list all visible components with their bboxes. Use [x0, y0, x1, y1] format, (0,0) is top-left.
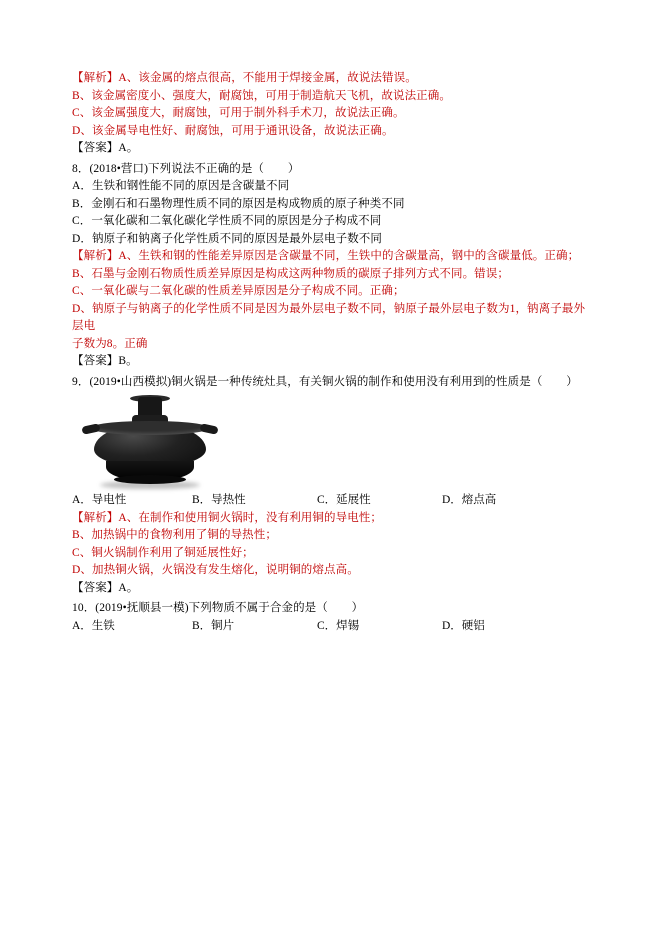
analysis-line: 【解析】A、在制作和使用铜火锅时，没有利用铜的导电性； — [72, 511, 383, 524]
options-row-9 — [72, 492, 592, 510]
option-10-b: B．铜片 — [192, 619, 235, 632]
pot-foot — [114, 475, 186, 484]
copper-hotpot-photo — [80, 395, 220, 490]
analysis-line: C、一氧化碳与二氧化碳的性质差异原因是分子构成不同。正确； — [72, 285, 405, 297]
question-block-8 — [72, 161, 592, 371]
analysis-line: B、该金属密度小、强度大，耐腐蚀，可用于制造航天飞机，故说法正确。 — [72, 89, 451, 102]
option-10-d: D．硬铝 — [442, 619, 485, 632]
option-8-d: D．钠原子和钠离子化学性质不同的原因是最外层电子数不同 — [72, 232, 383, 245]
answer-9: 【答案】A。 — [72, 581, 139, 594]
analysis-block-7 — [72, 70, 592, 140]
option-8-a: A．生铁和钢性能不同的原因是含碳量不同 — [72, 180, 290, 192]
pot-handle-left — [81, 423, 100, 435]
options-row-10 — [72, 618, 592, 636]
question-stem-8: 8．(2018•营口)下列说法不正确的是（ ） — [72, 162, 300, 175]
analysis-line: B、加热锅中的食物利用了铜的导热性； — [72, 529, 277, 541]
analysis-line: D、加热铜火锅，火锅没有发生熔化，说明铜的熔点高。 — [72, 564, 359, 576]
analysis-line: D、该金属导电性好、耐腐蚀，可用于通讯设备，故说法正确。 — [72, 124, 394, 137]
analysis-line: 子数为8。正确 — [72, 337, 148, 350]
analysis-line: 【解析】A、该金属的熔点很高，不能用于焊接金属，故说法错误。 — [72, 72, 417, 84]
option-10-a: A．生铁 — [72, 619, 115, 632]
option-10-c: C．焊锡 — [317, 619, 360, 632]
analysis-line: 【解析】A、生铁和钢的性能差异原因是含碳量不同，生铁中的含碳量高，钢中的含碳量低。正确； — [72, 250, 580, 262]
document-content — [72, 70, 592, 635]
analysis-line: C、铜火锅制作利用了铜延展性好； — [72, 546, 254, 559]
pot-handle-right — [199, 423, 218, 435]
answer-7: 【答案】A。 — [72, 142, 139, 154]
option-9-c: C．延展性 — [317, 494, 371, 506]
option-9-d: D．熔点高 — [442, 494, 497, 506]
option-9-b: B．导热性 — [192, 494, 246, 506]
option-8-b: B．金刚石和石墨物理性质不同的原因是构成物质的原子种类不同 — [72, 197, 405, 210]
question-block-10 — [72, 600, 592, 635]
answer-8: 【答案】B。 — [72, 355, 138, 367]
analysis-line: D、钠原子与钠离子的化学性质不同是因为最外层电子数不同，钠原子最外层电子数为1，钠离子最外层电 — [72, 302, 586, 332]
option-8-c: C．一氧化碳和二氧化碳化学性质不同的原因是分子构成不同 — [72, 215, 382, 227]
question-stem-10: 10．(2019•抚顺县一模)下列物质不属于合金的是（ ） — [72, 602, 364, 614]
question-stem-9: 9．(2019•山西模拟)铜火锅是一种传统灶具，有关铜火锅的制作和使用没有利用到的性质是（ ） — [72, 375, 578, 388]
option-9-a: A．导电性 — [72, 494, 127, 506]
copper-hotpot-figure — [72, 395, 232, 490]
pot-rim — [90, 421, 210, 435]
question-block-9 — [72, 374, 592, 598]
analysis-line: B、石墨与金刚石物质性质差异原因是构成这两种物质的碳原子排列方式不同。错误； — [72, 267, 509, 280]
analysis-line: C、该金属强度大，耐腐蚀，可用于制外科手术刀，故说法正确。 — [72, 107, 405, 119]
